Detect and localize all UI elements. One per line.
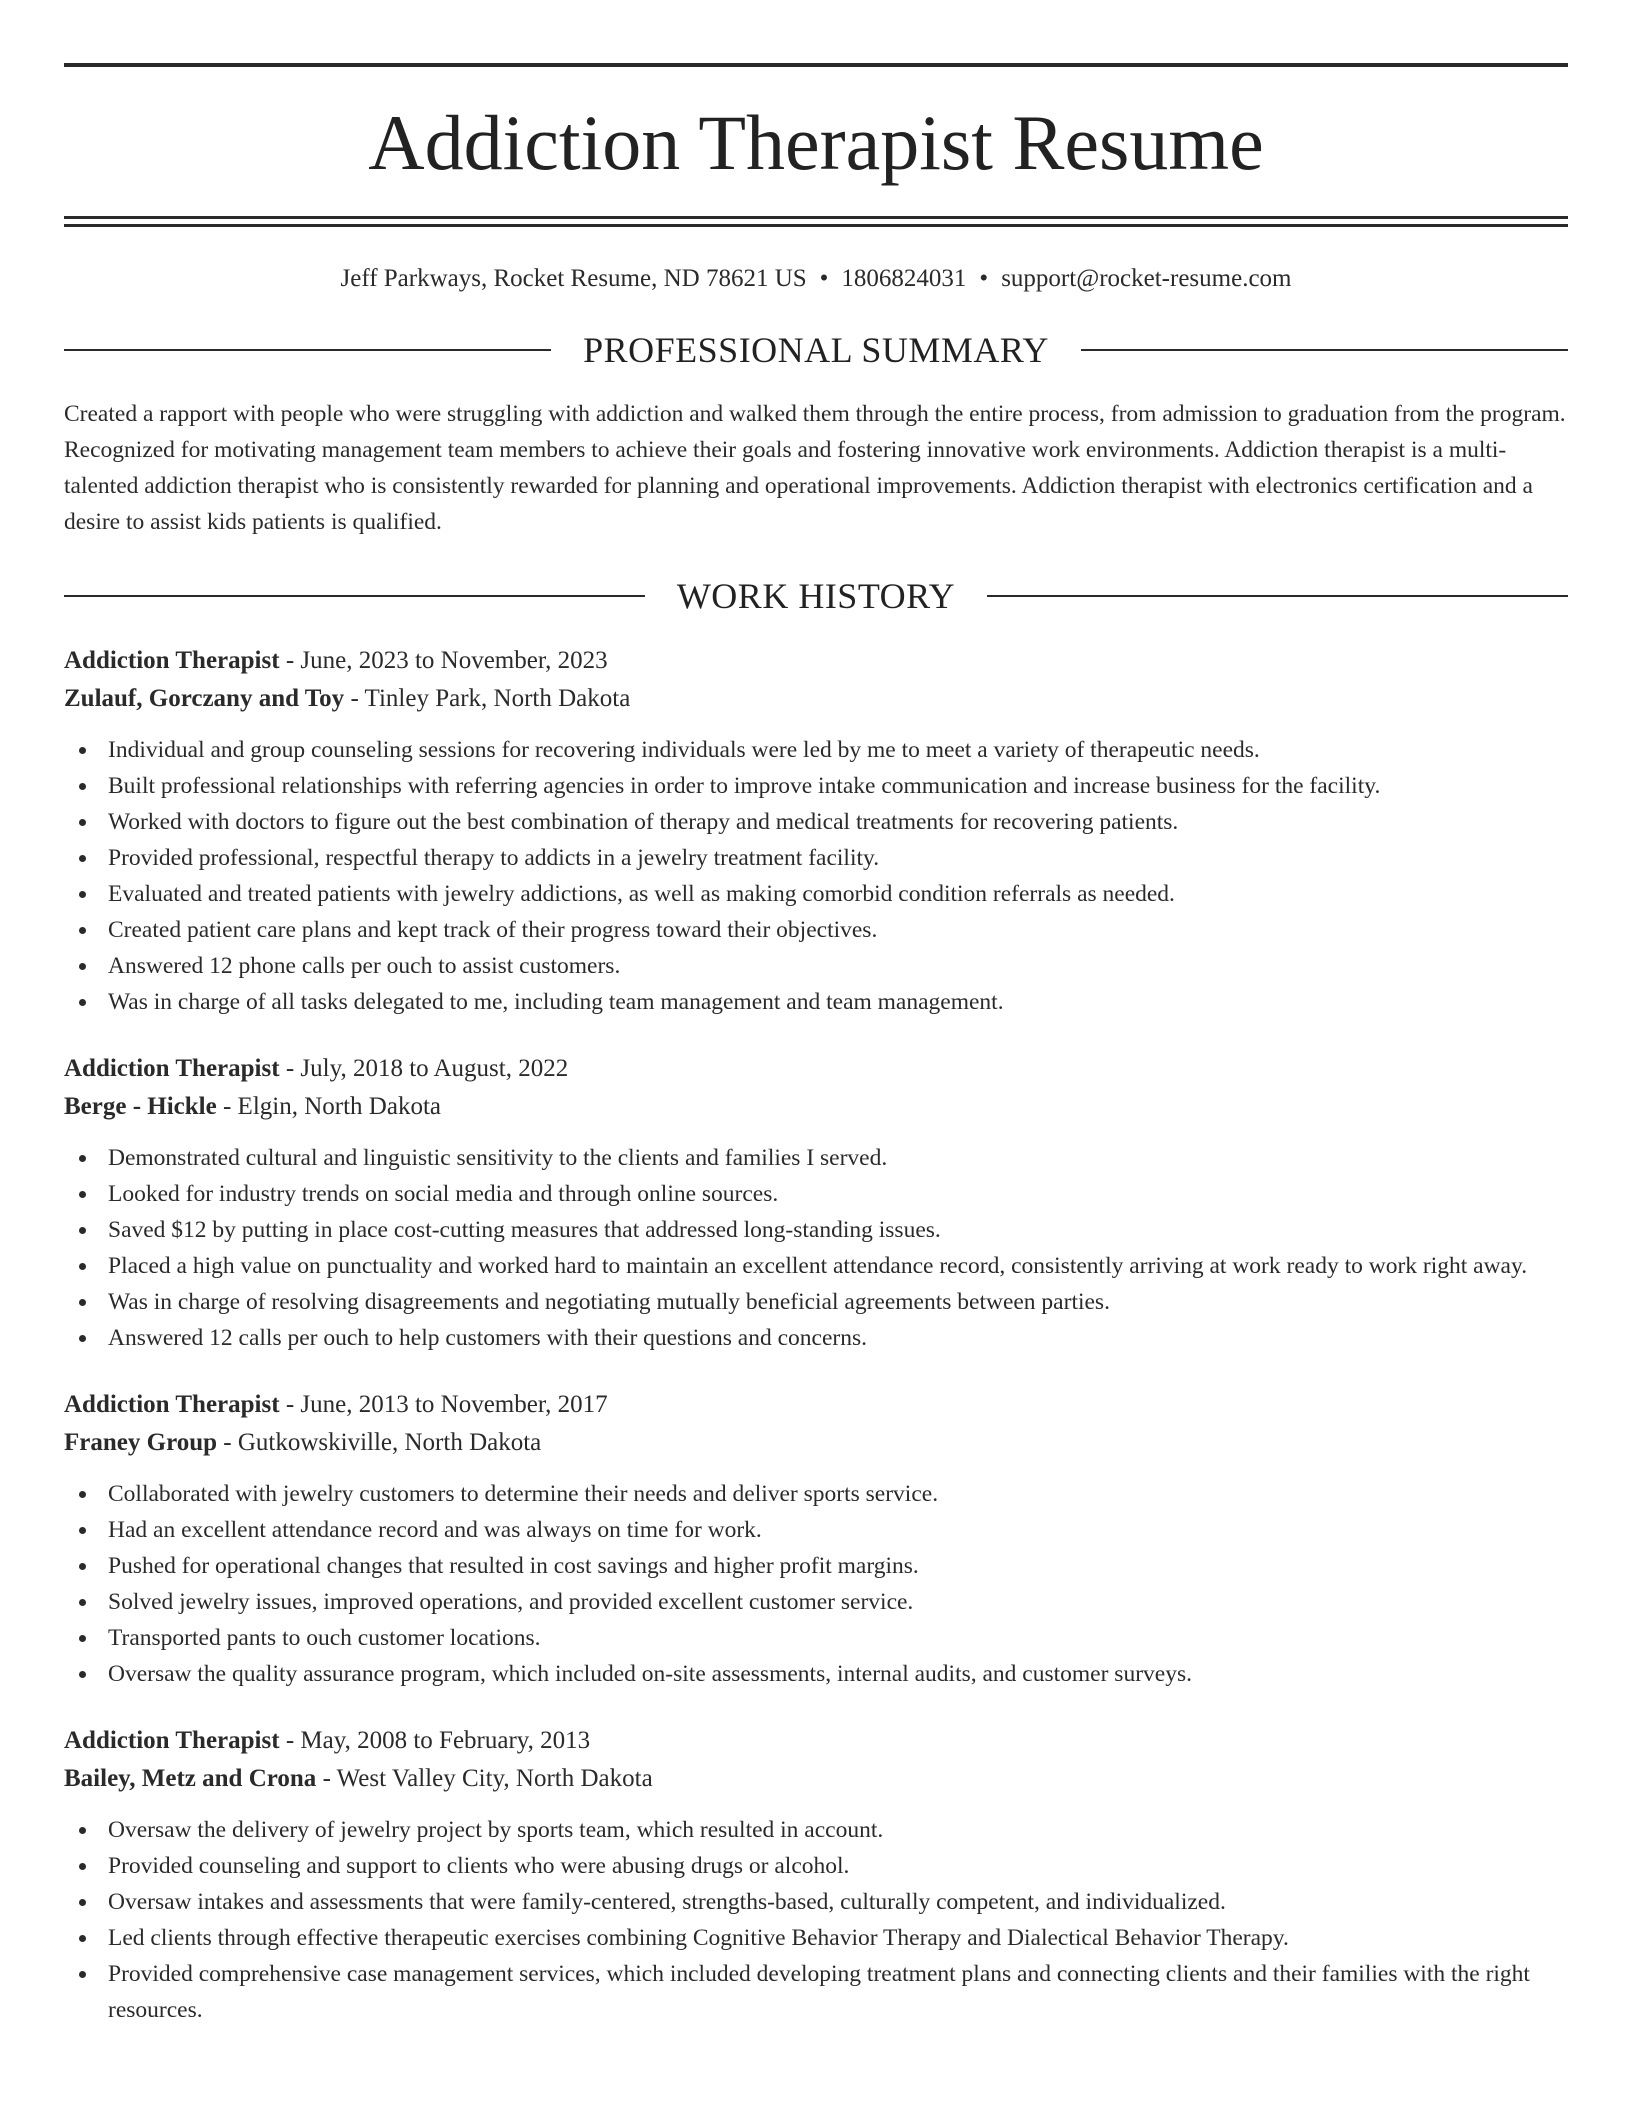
bullet-text: Individual and group counseling sessions for recovering individuals were led by me to meet a variety of therapeutic needs. — [108, 737, 1260, 763]
list-item — [64, 1212, 1568, 1248]
job-entry — [64, 1050, 1568, 1356]
bullet-text: Oversaw intakes and assessments that were family-centered, strengths-based, culturally competent, and individualized. — [108, 1889, 1226, 1915]
bullet-text: Evaluated and treated patients with jewelry addictions, as well as making comorbid condition referrals as needed. — [108, 881, 1175, 907]
job-dates: - May, 2008 to February, 2013 — [279, 1727, 591, 1754]
contact-address: Jeff Parkways, Rocket Resume, ND 78621 US — [340, 265, 807, 292]
section-divider-right — [1081, 349, 1568, 351]
job-dates: - July, 2018 to August, 2022 — [279, 1055, 569, 1082]
summary-section-header — [64, 332, 1568, 368]
job-company-line — [64, 1088, 1568, 1126]
bullet-text: Had an excellent attendance record and was always on time for work. — [108, 1517, 762, 1543]
contact-email: support@rocket-resume.com — [1001, 265, 1292, 292]
job-bullet-list — [64, 732, 1568, 1020]
bullet-text: Answered 12 phone calls per ouch to assist customers. — [108, 953, 621, 979]
section-divider-left — [64, 595, 645, 597]
bullet-icon — [79, 1335, 86, 1342]
job-title: Addiction Therapist — [64, 647, 280, 674]
job-company: Berge - Hickle — [64, 1093, 217, 1120]
job-entry — [64, 1386, 1568, 1692]
job-title-line — [64, 642, 1568, 680]
bullet-text: Oversaw the quality assurance program, which included on-site assessments, internal audits, and customer surveys. — [108, 1661, 1192, 1687]
work-history-list — [64, 642, 1568, 2028]
job-title-line — [64, 1722, 1568, 1760]
job-location: - West Valley City, North Dakota — [316, 1765, 653, 1792]
list-item — [64, 1656, 1568, 1692]
bullet-text: Placed a high value on punctuality and worked hard to maintain an excellent attendance record, consistently arriving at work ready to work right away. — [108, 1253, 1528, 1279]
job-bullet-list — [64, 1476, 1568, 1692]
list-item — [64, 1548, 1568, 1584]
bullet-text: Was in charge of all tasks delegated to me, including team management and team management. — [108, 989, 1004, 1015]
bullet-text: Worked with doctors to figure out the best combination of therapy and medical treatments for recovering patients. — [108, 809, 1179, 835]
job-location: - Tinley Park, North Dakota — [344, 685, 631, 712]
bullet-text: Led clients through effective therapeutic exercises combining Cognitive Behavior Therapy and Dialectical Behavior Therapy. — [108, 1925, 1289, 1951]
job-location: - Gutkowskiville, North Dakota — [217, 1429, 542, 1456]
bullet-text: Saved $12 by putting in place cost-cutting measures that addressed long-standing issues. — [108, 1217, 941, 1243]
contact-separator: • — [819, 265, 829, 292]
job-entry — [64, 1722, 1568, 2028]
bullet-icon — [79, 1155, 86, 1162]
list-item — [64, 1248, 1568, 1284]
bullet-icon — [79, 783, 86, 790]
title-double-rule — [64, 216, 1568, 227]
list-item — [64, 1512, 1568, 1548]
bullet-text: Collaborated with jewelry customers to determine their needs and deliver sports service. — [108, 1481, 939, 1507]
list-item — [64, 876, 1568, 912]
bullet-icon — [79, 855, 86, 862]
contact-phone: 1806824031 — [841, 265, 967, 292]
job-title: Addiction Therapist — [64, 1391, 280, 1418]
bullet-icon — [79, 1671, 86, 1678]
bullet-icon — [79, 1563, 86, 1570]
list-item — [64, 840, 1568, 876]
job-company-line — [64, 680, 1568, 718]
list-item — [64, 1848, 1568, 1884]
top-rule — [64, 63, 1568, 67]
job-title: Addiction Therapist — [64, 1727, 280, 1754]
bullet-icon — [79, 1827, 86, 1834]
work-section-header — [64, 578, 1568, 614]
job-bullet-list — [64, 1812, 1568, 2028]
list-item — [64, 1476, 1568, 1512]
list-item — [64, 1284, 1568, 1320]
job-company: Franey Group — [64, 1429, 218, 1456]
work-heading: WORK HISTORY — [676, 576, 956, 616]
bullet-icon — [79, 1527, 86, 1534]
job-company: Bailey, Metz and Crona — [64, 1765, 317, 1792]
bullet-text: Built professional relationships with referring agencies in order to improve intake communication and increase business for the facility. — [108, 773, 1381, 799]
contact-separator: • — [979, 265, 989, 292]
list-item — [64, 1320, 1568, 1356]
job-dates: - June, 2013 to November, 2017 — [279, 1391, 608, 1418]
list-item — [64, 1176, 1568, 1212]
job-company-line — [64, 1760, 1568, 1798]
list-item — [64, 1956, 1568, 2028]
bullet-icon — [79, 1491, 86, 1498]
bullet-text: Solved jewelry issues, improved operations, and provided excellent customer service. — [108, 1589, 914, 1615]
list-item — [64, 1584, 1568, 1620]
list-item — [64, 984, 1568, 1020]
job-bullet-list — [64, 1140, 1568, 1356]
job-entry — [64, 642, 1568, 1020]
bullet-icon — [79, 1599, 86, 1606]
bullet-icon — [79, 1227, 86, 1234]
job-title-line — [64, 1050, 1568, 1088]
list-item — [64, 1620, 1568, 1656]
bullet-icon — [79, 1191, 86, 1198]
section-divider-left — [64, 349, 551, 351]
list-item — [64, 1140, 1568, 1176]
bullet-icon — [79, 819, 86, 826]
bullet-icon — [79, 1971, 86, 1978]
bullet-text: Pushed for operational changes that resulted in cost savings and higher profit margins. — [108, 1553, 919, 1579]
bullet-text: Provided counseling and support to clients who were abusing drugs or alcohol. — [108, 1853, 850, 1879]
bullet-icon — [79, 891, 86, 898]
list-item — [64, 1920, 1568, 1956]
section-divider-right — [987, 595, 1568, 597]
bullet-icon — [79, 1635, 86, 1642]
bullet-text: Demonstrated cultural and linguistic sensitivity to the clients and families I served. — [108, 1145, 888, 1171]
list-item — [64, 948, 1568, 984]
bullet-text: Created patient care plans and kept track of their progress toward their objectives. — [108, 917, 878, 943]
bullet-icon — [79, 963, 86, 970]
list-item — [64, 732, 1568, 768]
summary-heading: PROFESSIONAL SUMMARY — [583, 330, 1049, 370]
bullet-icon — [79, 999, 86, 1006]
bullet-text: Answered 12 calls per ouch to help customers with their questions and concerns. — [108, 1325, 867, 1351]
job-location: - Elgin, North Dakota — [216, 1093, 441, 1120]
bullet-icon — [79, 747, 86, 754]
job-company-line — [64, 1424, 1568, 1462]
job-dates: - June, 2023 to November, 2023 — [279, 647, 608, 674]
list-item — [64, 768, 1568, 804]
job-company: Zulauf, Gorczany and Toy — [64, 685, 345, 712]
contact-line — [64, 264, 1568, 294]
bullet-icon — [79, 1899, 86, 1906]
bullet-icon — [79, 1299, 86, 1306]
list-item — [64, 1884, 1568, 1920]
list-item — [64, 804, 1568, 840]
bullet-icon — [79, 927, 86, 934]
job-title: Addiction Therapist — [64, 1055, 280, 1082]
bullet-icon — [79, 1263, 86, 1270]
bullet-text: Was in charge of resolving disagreements and negotiating mutually beneficial agreements between parties. — [108, 1289, 1110, 1315]
page-title: Addiction Therapist Resume — [368, 99, 1264, 186]
job-title-line — [64, 1386, 1568, 1424]
bullet-icon — [79, 1863, 86, 1870]
bullet-icon — [79, 1935, 86, 1942]
list-item — [64, 1812, 1568, 1848]
bullet-text: Looked for industry trends on social media and through online sources. — [108, 1181, 779, 1207]
list-item — [64, 912, 1568, 948]
bullet-text: Oversaw the delivery of jewelry project by sports team, which resulted in account. — [108, 1817, 884, 1843]
bullet-text: Transported pants to ouch customer locations. — [108, 1625, 541, 1651]
summary-text: Created a rapport with people who were struggling with addiction and walked them through the entire process, from admission to graduation from the program. Recognized for motivating management team members to achieve their goals and fostering innovative work environments. Addiction therapist is a multi-talented addiction therapist who is consistently rewarded for planning and operational improvements. Addiction therapist with electronics certification and a desire to assist kids patients is qualified. — [64, 401, 1566, 535]
bullet-text: Provided comprehensive case management services, which included developing treatment plans and connecting clients and their families with the right resources. — [108, 1961, 1530, 2023]
bullet-text: Provided professional, respectful therapy to addicts in a jewelry treatment facility. — [108, 845, 880, 871]
